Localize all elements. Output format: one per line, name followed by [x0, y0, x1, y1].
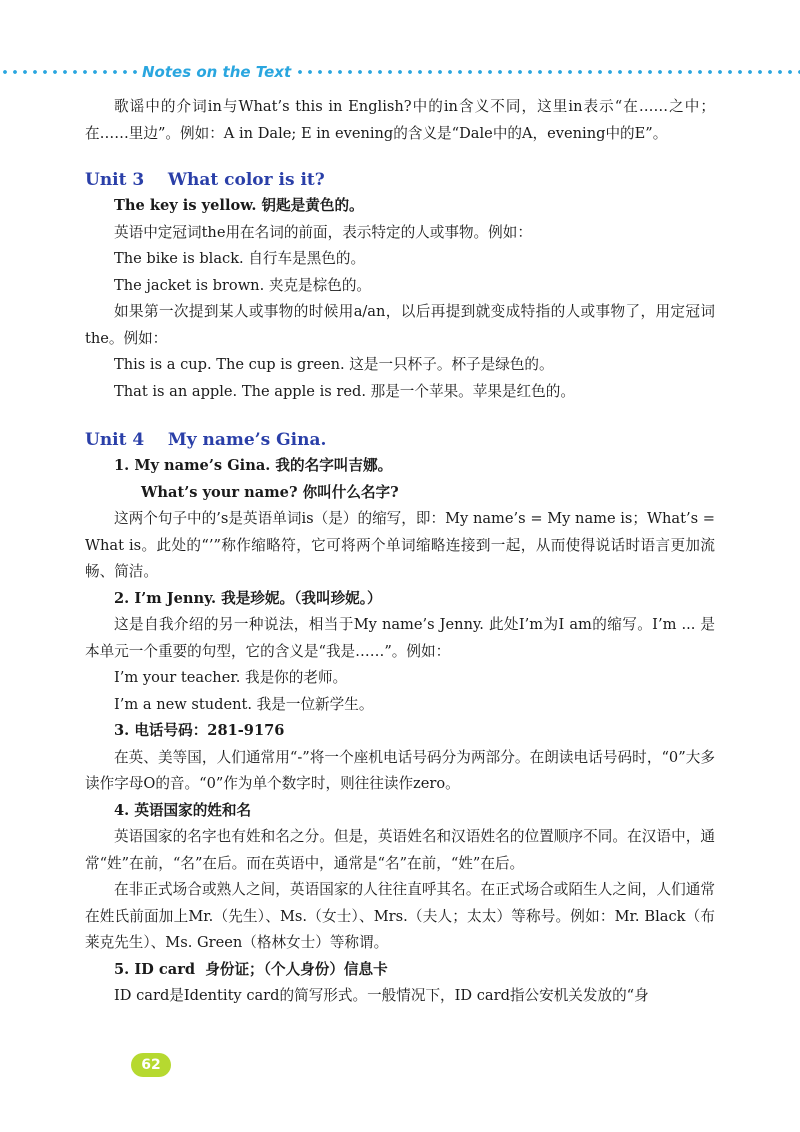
- unit-4-note-4-heading: 4. 英语国家的姓和名: [114, 801, 252, 819]
- unit-4-note-4-body: 在非正式场合或熟人之间，英语国家的人往往直呼其名。在正式场合或陌生人之间，人们通常在姓氏前面加上Mr.（先生）、Ms.（女士）、Mrs.（夫人；太太）等称号。例如：Mr. Black（布莱克先生）、Ms. Green（格林女士）等称谓。: [85, 881, 715, 951]
- dotted-rule-left: [0, 69, 138, 75]
- unit-4-note-3-heading: 3. 电话号码：281-9176: [114, 722, 285, 739]
- unit-4-example: I’m a new student. 我是一位新学生。: [114, 695, 374, 713]
- page-number-badge: [131, 1053, 171, 1077]
- unit-4-note-4-body: 英语国家的名字也有姓和名之分。但是，英语姓名和汉语姓名的位置顺序不同。在汉语中，通常“姓”在前，“名”在后。而在英语中，通常是“名”在前，“姓”在后。: [85, 828, 715, 872]
- unit-4-note-1-body: 这两个句子中的’s是英语单词is（是）的缩写，即：My name’s = My name is；What’s = What is。此处的“’”称作缩略符，它可将两个单词缩略连接到一起，从而使得说话时语言更加流畅、简洁。: [85, 510, 715, 580]
- unit-4-note-1-subheading: What’s your name? 你叫什么名字?: [141, 483, 399, 501]
- unit-3-example: The bike is black. 自行车是黑色的。: [114, 250, 366, 267]
- unit-3-example: That is an apple. The apple is red. 那是一个苹果。苹果是红色的。: [114, 382, 575, 400]
- unit-3-explanation: 英语中定冠词the用在名词的前面，表示特定的人或事物。例如：: [114, 223, 532, 241]
- unit-4-example: I’m your teacher. 我是你的老师。: [114, 669, 348, 686]
- unit-4-note-3-body: 在英、美等国，人们通常用“-”将一个座机电话号码分为两部分。在朗读电话号码时，“0”大多读作字母O的音。“0”作为单个数字时，则往往读作zero。: [85, 748, 715, 792]
- unit-4-note-2-body: 这是自我介绍的另一种说法，相当于My name’s Jenny. 此处I’m为I am的缩写。I’m ... 是本单元一个重要的句型，它的含义是“我是……”。例如：: [85, 616, 715, 660]
- unit-4-heading: Unit 4 My name’s Gina.: [85, 430, 327, 450]
- section-header: [0, 60, 800, 84]
- unit-4-note-5-heading: 5. ID card 身份证；（个人身份）信息卡: [114, 960, 388, 978]
- section-title: Notes on the Text: [142, 63, 292, 81]
- unit-3-heading: Unit 3 What color is it?: [85, 170, 325, 190]
- unit-4-note-5-body: ID card是Identity card的简写形式。一般情况下，ID card指公安机关发放的“身: [114, 987, 649, 1004]
- unit-3-key-sentence: The key is yellow. 钥匙是黄色的。: [114, 197, 364, 214]
- dotted-rule-right: [295, 69, 800, 75]
- unit-3-explanation: 如果第一次提到某人或事物的时候用a/an，以后再提到就变成特指的人或事物了，用定冠词the。例如：: [85, 303, 715, 347]
- unit-3-example: This is a cup. The cup is green. 这是一只杯子。杯子是绿色的。: [114, 356, 554, 373]
- main-text: [85, 94, 715, 1010]
- intro-paragraph: 歌谣中的介词in与What’s this in English?中的in含义不同，这里in表示“在……之中；在……里边”。例如：A in Dale; E in evening的含义是“Dale中的A，evening中的E”。: [85, 98, 715, 142]
- unit-4-note-2-heading: 2. I’m Jenny. 我是珍妮。（我叫珍妮。）: [114, 589, 382, 607]
- unit-4-note-1-heading: 1. My name’s Gina. 我的名字叫吉娜。: [114, 457, 393, 474]
- page-number: 62: [141, 1057, 161, 1073]
- unit-3-example: The jacket is brown. 夹克是棕色的。: [114, 276, 372, 294]
